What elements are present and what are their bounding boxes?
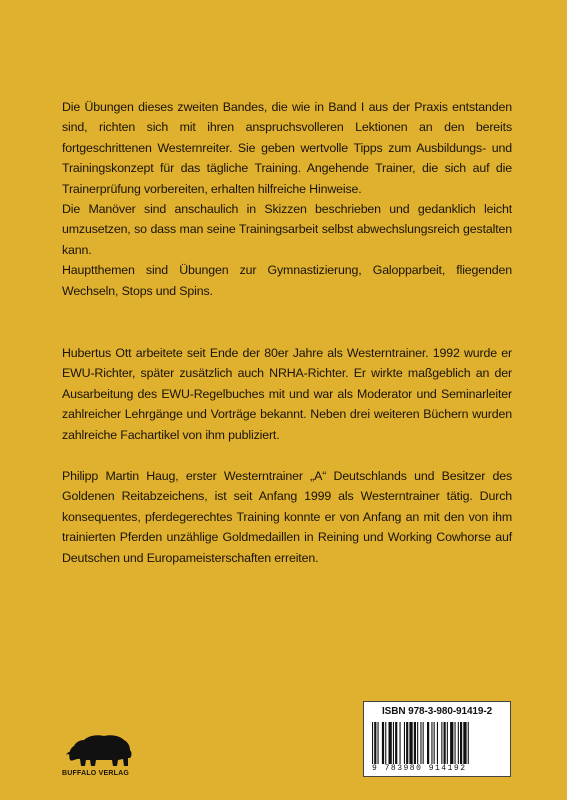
isbn-label: ISBN 978-3-980-91419-2: [381, 706, 493, 717]
barcode-bar: [385, 722, 386, 764]
barcode-bar: [437, 722, 438, 764]
blurb-paragraph: Die Übungen dieses zweiten Bandes, die wie in Band I aus der Praxis entstanden sind, richten sich mit ihren anspruchsvolleren Lektionen an den bereits fortgeschrittenen Westernreiter. Sie geben wertvolle Tipps zum Ausbildungs- und Trainingskonzept für das tägliche Training. Angehende Trainer, die sich auf die Trainerprüfung vorbereiten, erhalten hilfreiche Hinweise.: [62, 100, 512, 196]
author-bio-ott: [62, 343, 512, 445]
barcode-bar: [382, 722, 384, 764]
barcode-bar: [374, 722, 376, 764]
barcode-bar: [427, 722, 429, 764]
barcode-bar: [441, 722, 442, 764]
barcode-bar: [404, 722, 405, 764]
barcode-bar: [420, 722, 421, 764]
barcode-bar: [460, 722, 462, 764]
barcode-bar: [458, 722, 459, 764]
author-bio-paragraph: Hubertus Ott arbeitete seit Ende der 80er Jahre als Westerntrainer. 1992 wurde er EWU-Richter, später zusätzlich auch NRHA-Richter. Er wirkte maßgeblich an der Ausarbeitung des EWU-Regelbuches mit und war als Moderator und Seminarleiter zahlreicher Lehrgänge und Vorträge bekannt. Neben drei weiteren Büchern wurden zahlreiche Fachartikel von ihm publiziert.: [62, 346, 512, 442]
barcode-bar: [468, 722, 469, 764]
barcode-bar: [417, 722, 418, 764]
barcode-bar: [395, 722, 397, 764]
barcode-bar: [400, 722, 401, 764]
blurb-paragraph: Hauptthemen sind Übungen zur Gymnastizierung, Galopparbeit, fliegenden Wechseln, Stops und Spins.: [62, 263, 512, 298]
barcode-bar: [450, 722, 453, 764]
barcode-bar: [455, 722, 456, 764]
barcode-bar: [444, 722, 446, 764]
blurb-paragraph: Die Manöver sind anschaulich in Skizzen beschrieben und gedanklich leicht umzusetzen, so dass man seine Trainingsarbeit selbst abwechslungsreich gestalten kann.: [62, 202, 512, 257]
barcode-bar: [389, 722, 392, 764]
barcode-bar: [414, 722, 416, 764]
barcode-digits: 9 783980 914192: [372, 764, 467, 773]
barcode-bar: [463, 722, 466, 764]
blurb-block: [62, 97, 512, 301]
barcode: [372, 722, 506, 764]
barcode-bar: [378, 722, 379, 764]
barcode-bar: [393, 722, 394, 764]
barcode-bar: [447, 722, 448, 764]
isbn-barcode-box: [363, 701, 511, 777]
barcode-bar: [406, 722, 408, 764]
author-bio-haug: [62, 466, 512, 568]
publisher-name: BUFFALO VERLAG: [62, 770, 129, 777]
barcode-bar: [431, 722, 432, 764]
barcode-bar: [423, 722, 424, 764]
barcode-bar: [434, 722, 435, 764]
barcode-bar: [372, 722, 373, 764]
barcode-bar: [409, 722, 412, 764]
author-bio-paragraph: Philipp Martin Haug, erster Westerntrainer „A“ Deutschlands und Besitzer des Goldenen Reitabzeichens, ist seit Anfang 1999 als Westerntrainer tätig. Durch konsequentes, pferdegerechtes Training konnte er von Anfang an mit den von ihm trainierten Pferden unzählige Goldmedaillen in Reining und Working Cowhorse auf Deutschen und Europameisterschaften erreiten.: [62, 469, 512, 565]
